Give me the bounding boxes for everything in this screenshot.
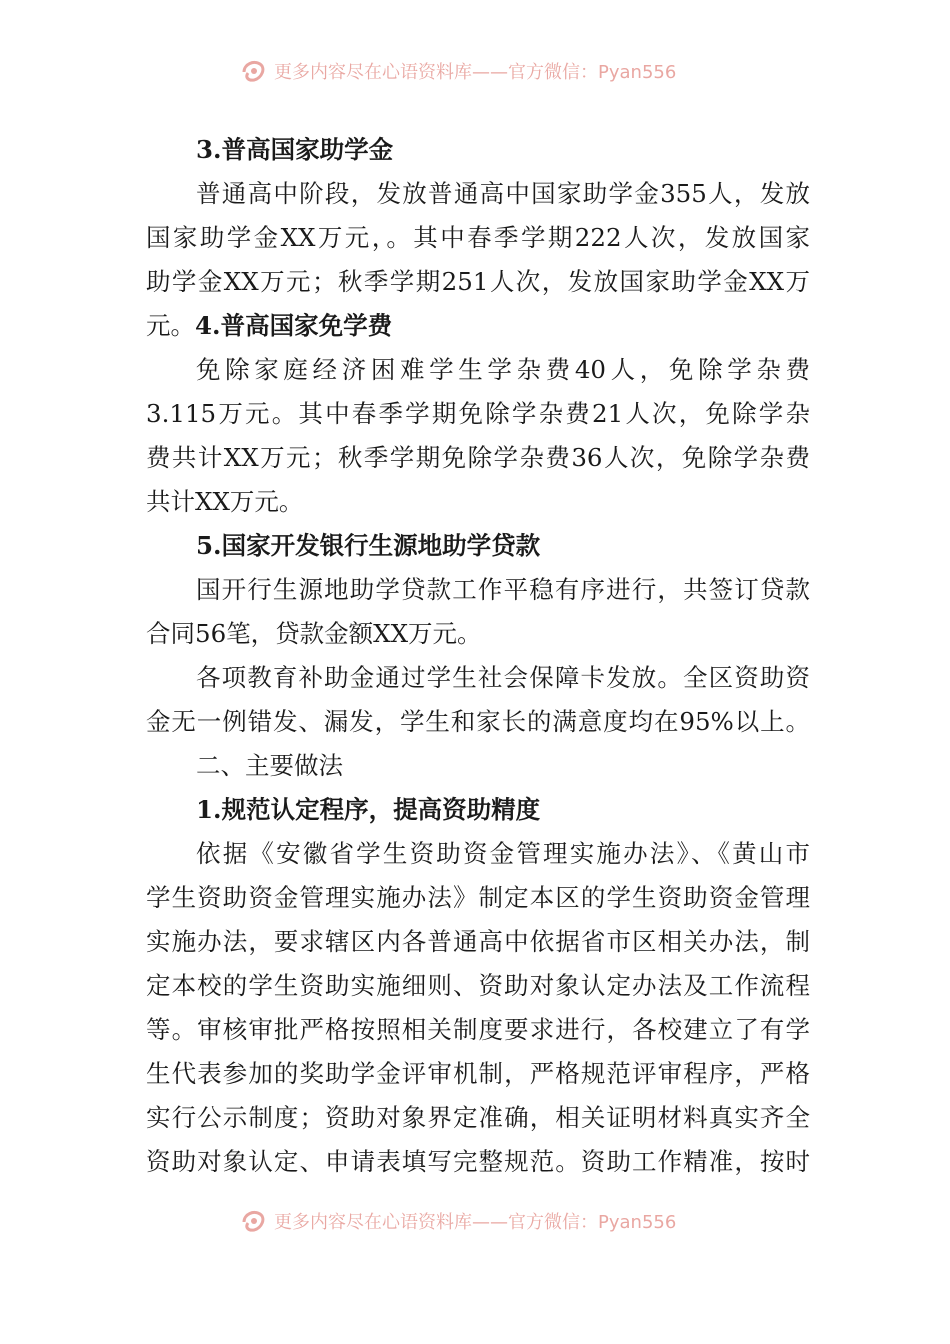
text-line: 等。审核审批严格按照相关制度要求进行，各校建立了有学 xyxy=(146,1015,810,1044)
section-heading-line: 1.规范认定程序，提高资助精度 xyxy=(196,795,541,824)
text-line: 国开行生源地助学贷款工作平稳有序进行，共签订贷款 xyxy=(196,575,810,604)
watermark-footer xyxy=(240,1206,720,1236)
text-line: 3.115万元。其中春季学期免除学杂费21人次，免除学杂 xyxy=(146,399,810,428)
watermark-logo-icon xyxy=(240,1208,268,1234)
text-line: 普通高中阶段，发放普通高中国家助学金355人，发放 xyxy=(196,179,810,208)
watermark-header xyxy=(240,56,720,86)
text-line: 助学金XX万元；秋季学期251人次，发放国家助学金XX万 xyxy=(146,267,810,296)
text-line: 资助对象认定、申请表填写完整规范。资助工作精准，按时 xyxy=(146,1147,810,1176)
text-line: 定本校的学生资助实施细则、资助对象认定办法及工作流程 xyxy=(146,971,810,1000)
text-line: 国家助学金XX万元，。其中春季学期222人次，发放国家 xyxy=(146,223,810,252)
text-line: 实施办法，要求辖区内各普通高中依据省市区相关办法，制 xyxy=(146,927,810,956)
text-line: 生代表参加的奖助学金评审机制，严格规范评审程序，严格 xyxy=(146,1059,810,1088)
section-heading-line: 3.普高国家助学金 xyxy=(196,135,394,164)
watermark-logo-icon xyxy=(240,58,268,84)
text-line: 免除家庭经济困难学生学杂费40人，免除学杂费 xyxy=(196,355,810,384)
text-line: 学生资助资金管理实施办法》制定本区的学生资助资金管理 xyxy=(146,883,810,912)
text-line: 金无一例错发、漏发，学生和家长的满意度均在95%以上。 xyxy=(146,707,810,736)
text-line xyxy=(146,304,810,348)
text-line: 合同56笔，贷款金额XX万元。 xyxy=(146,619,482,648)
text-line: 依据《安徽省学生资助资金管理实施办法》、《黄山市 xyxy=(196,839,810,868)
section-heading: 4.普高国家免学费 xyxy=(195,311,393,340)
section-heading-line: 5.国家开发银行生源地助学贷款 xyxy=(196,531,541,560)
text-line: 各项教育补助金通过学生社会保障卡发放。全区资助资 xyxy=(196,663,810,692)
text-fragment: 元。 xyxy=(146,311,195,340)
text-line: 二、主要做法 xyxy=(196,751,343,780)
text-line: 费共计XX万元；秋季学期免除学杂费36人次，免除学杂费 xyxy=(146,443,810,472)
watermark-text: 更多内容尽在心语资料库——官方微信：Pyan556 xyxy=(274,1212,677,1233)
text-line: 实行公示制度；资助对象界定准确，相关证明材料真实齐全 xyxy=(146,1103,810,1132)
document-body xyxy=(146,128,810,1184)
watermark-text: 更多内容尽在心语资料库——官方微信：Pyan556 xyxy=(274,62,677,83)
text-line: 共计XX万元。 xyxy=(146,487,304,516)
